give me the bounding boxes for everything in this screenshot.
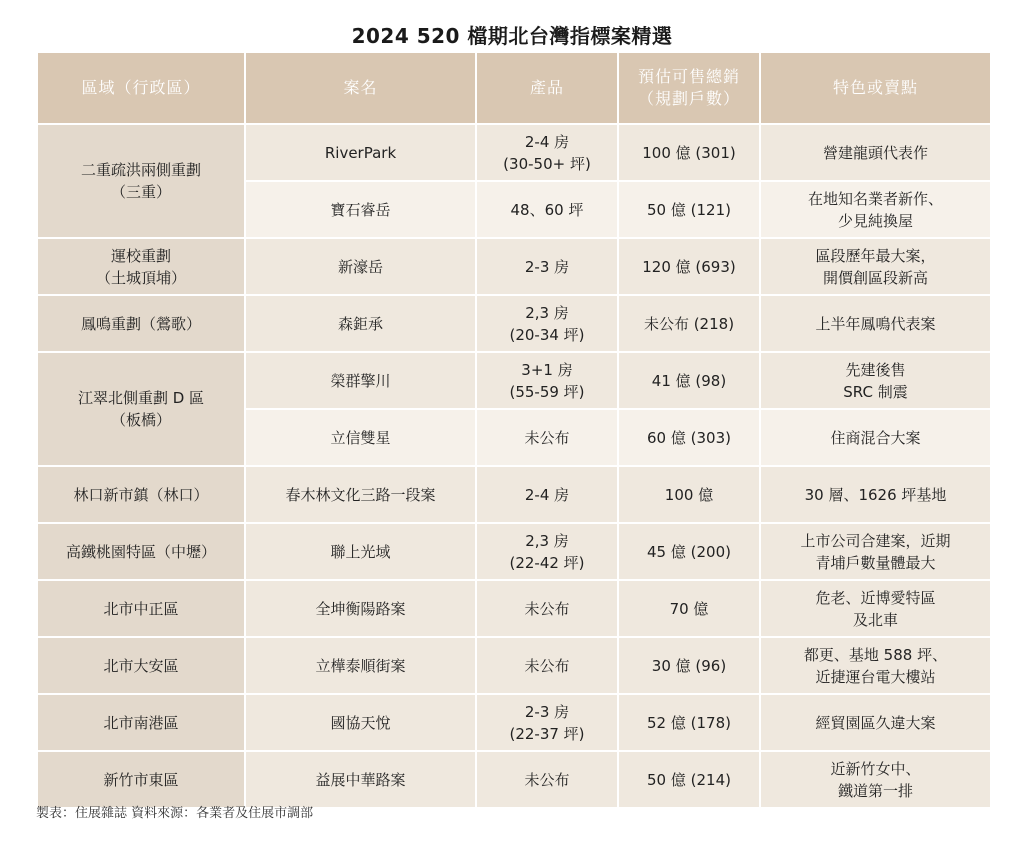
- table-row: [38, 353, 990, 408]
- sales-cell: 未公布 (218): [619, 296, 759, 351]
- sales-cell: 70 億: [619, 581, 759, 636]
- product-cell: [477, 125, 617, 180]
- feature-cell-line: 近新竹女中、: [830, 759, 921, 778]
- feature-cell-line: 鐵道第一排: [837, 781, 913, 800]
- feature-cell: [761, 182, 990, 237]
- region-cell: [38, 524, 244, 579]
- product-cell: [477, 296, 617, 351]
- product-cell: [477, 752, 617, 807]
- sales-cell: 60 億 (303): [619, 410, 759, 465]
- feature-cell-line: 近捷運台電大樓站: [815, 667, 936, 686]
- product-cell-line: (55-59 坪): [509, 382, 585, 401]
- feature-cell-line: 危老、近博愛特區: [815, 588, 936, 607]
- product-cell: [477, 524, 617, 579]
- feature-cell-line: 上市公司合建案，近期: [800, 531, 951, 550]
- region-text: 運校重劃: [110, 246, 171, 265]
- feature-cell: [761, 125, 990, 180]
- table-row: [38, 581, 990, 636]
- table-row: [38, 752, 990, 807]
- feature-cell-line: 經貿園區久違大案: [815, 713, 936, 732]
- product-cell-line: (22-42 坪): [509, 553, 585, 572]
- product-cell-line: 2-4 房: [524, 132, 570, 151]
- product-cell-line: 未公布: [524, 428, 570, 447]
- table-row: [38, 638, 990, 693]
- region-cell: [38, 239, 244, 294]
- feature-cell-line: 及北車: [852, 610, 898, 629]
- sales-cell: 41 億 (98): [619, 353, 759, 408]
- product-cell-line: 2-4 房: [524, 485, 570, 504]
- region-cell: [38, 695, 244, 750]
- feature-cell-line: 先建後售: [845, 360, 906, 379]
- product-cell: [477, 410, 617, 465]
- feature-cell-line: 住商混合大案: [830, 428, 921, 447]
- region-text: （三重）: [110, 183, 171, 201]
- feature-cell-line: 區段歷年最大案，: [815, 246, 936, 265]
- feature-cell: [761, 410, 990, 465]
- region-text: 北市中正區: [103, 599, 179, 618]
- region-text: 新竹市東區: [103, 770, 179, 789]
- projects-table: [36, 51, 992, 809]
- region-text: 北市大安區: [103, 656, 179, 675]
- feature-cell: [761, 695, 990, 750]
- feature-cell: [761, 638, 990, 693]
- region-cell: [38, 581, 244, 636]
- product-cell: [477, 638, 617, 693]
- header-sales-line1: 預估可售總銷: [637, 67, 740, 86]
- feature-cell-line: 青埔戶數量體最大: [815, 553, 936, 572]
- project-name-cell: 春木林文化三路一段案: [246, 467, 475, 522]
- sales-cell: 45 億 (200): [619, 524, 759, 579]
- feature-cell-line: 上半年鳳鳴代表案: [815, 314, 936, 333]
- product-cell-line: 未公布: [524, 770, 570, 789]
- product-cell-line: 48、60 坪: [510, 200, 584, 219]
- header-sales-line2: （規劃戶數）: [637, 89, 740, 108]
- region-cell: [38, 467, 244, 522]
- table-row: [38, 296, 990, 351]
- region-cell: [38, 638, 244, 693]
- region-cell: [38, 752, 244, 807]
- project-name-cell: 全坤衡陽路案: [246, 581, 475, 636]
- header-product: 產品: [477, 53, 617, 123]
- header-feature: 特色或賣點: [761, 53, 990, 123]
- feature-cell-line: 少見純換屋: [837, 211, 913, 230]
- region-text: （板橋）: [110, 411, 171, 429]
- project-name-cell: 新濠岳: [246, 239, 475, 294]
- region-cell: [38, 125, 244, 237]
- project-name-cell: 榮群擎川: [246, 353, 475, 408]
- sales-cell: 30 億 (96): [619, 638, 759, 693]
- product-cell-line: 2,3 房: [525, 303, 569, 322]
- project-name-cell: 聯上光域: [246, 524, 475, 579]
- project-name-cell: 國協天悅: [246, 695, 475, 750]
- region-text: 林口新市鎮（林口）: [73, 485, 209, 504]
- feature-cell-line: SRC 制震: [843, 382, 908, 401]
- feature-cell: [761, 524, 990, 579]
- feature-cell: [761, 239, 990, 294]
- region-text: 二重疏洪兩側重劃: [80, 161, 201, 179]
- header-sales: [619, 53, 759, 123]
- project-name-cell: 森鉅承: [246, 296, 475, 351]
- product-cell-line: 3+1 房: [521, 360, 573, 379]
- product-cell-line: 未公布: [524, 656, 570, 675]
- product-cell-line: 2-3 房: [524, 257, 570, 276]
- product-cell: [477, 353, 617, 408]
- header-row: [38, 53, 990, 123]
- project-name-cell: 立信雙星: [246, 410, 475, 465]
- product-cell-line: 未公布: [524, 599, 570, 618]
- table-body: [38, 125, 990, 807]
- sales-cell: 120 億 (693): [619, 239, 759, 294]
- header-region: 區域（行政區）: [38, 53, 244, 123]
- table-row: [38, 125, 990, 180]
- product-cell: [477, 467, 617, 522]
- project-name-cell: 寶石睿岳: [246, 182, 475, 237]
- feature-cell: [761, 752, 990, 807]
- feature-cell-line: 營建龍頭代表作: [822, 143, 928, 162]
- feature-cell: [761, 296, 990, 351]
- header-name: 案名: [246, 53, 475, 123]
- region-text: 鳳鳴重劃（鶯歌）: [80, 314, 201, 333]
- region-text: 高鐵桃園特區（中壢）: [65, 542, 216, 561]
- feature-cell-line: 開價創區段新高: [822, 268, 928, 287]
- sales-cell: 50 億 (121): [619, 182, 759, 237]
- region-text: 北市南港區: [103, 713, 179, 732]
- source-footnote: 製表：住展雜誌 資料來源：各業者及住展市調部: [36, 806, 314, 821]
- product-cell: [477, 581, 617, 636]
- feature-cell-line: 在地知名業者新作、: [807, 189, 943, 208]
- table-row: [38, 239, 990, 294]
- sales-cell: 50 億 (214): [619, 752, 759, 807]
- product-cell: [477, 182, 617, 237]
- project-name-cell: RiverPark: [246, 125, 475, 180]
- feature-cell: [761, 581, 990, 636]
- product-cell-line: 2,3 房: [525, 531, 569, 550]
- product-cell-line: (20-34 坪): [509, 325, 585, 344]
- sales-cell: 100 億 (301): [619, 125, 759, 180]
- feature-cell-line: 30 層、1626 坪基地: [804, 485, 947, 504]
- region-text: （土城頂埔）: [95, 268, 186, 287]
- feature-cell-line: 都更、基地 588 坪、: [803, 645, 948, 664]
- sales-cell: 100 億: [619, 467, 759, 522]
- sales-cell: 52 億 (178): [619, 695, 759, 750]
- feature-cell: [761, 467, 990, 522]
- product-cell-line: 2-3 房: [524, 702, 570, 721]
- project-name-cell: 益展中華路案: [246, 752, 475, 807]
- feature-cell: [761, 353, 990, 408]
- product-cell-line: (30-50+ 坪): [503, 154, 591, 173]
- region-text: 江翠北側重劃 D 區: [77, 389, 205, 407]
- region-cell: [38, 296, 244, 351]
- table-title: 2024 520 檔期北台灣指標案精選: [351, 24, 673, 48]
- region-cell: [38, 353, 244, 465]
- table-row: [38, 695, 990, 750]
- product-cell: [477, 695, 617, 750]
- product-cell: [477, 239, 617, 294]
- project-name-cell: 立樺泰順街案: [246, 638, 475, 693]
- product-cell-line: (22-37 坪): [509, 724, 585, 743]
- table-row: [38, 524, 990, 579]
- table-row: [38, 467, 990, 522]
